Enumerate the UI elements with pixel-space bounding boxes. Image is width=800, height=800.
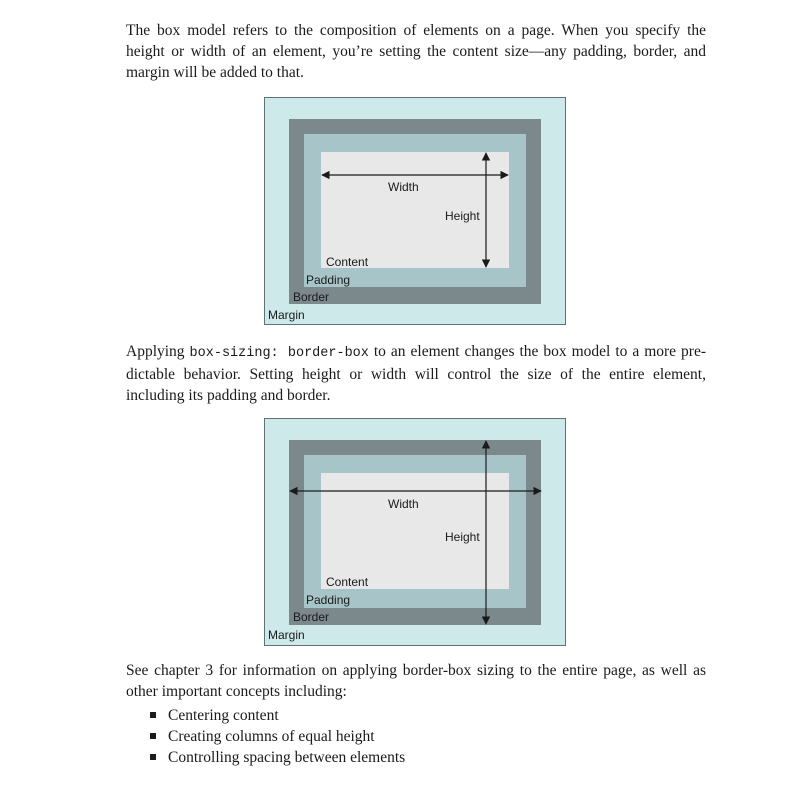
padding-label: Padding (306, 273, 351, 287)
list-item: Creating columns of equal height (150, 726, 405, 747)
bullet-square-icon (150, 712, 156, 718)
box-sizing-code: box-sizing: border-box (189, 346, 369, 361)
list-item: Controlling spacing between elements (150, 747, 405, 768)
list-item: Centering content (150, 705, 405, 726)
border-label: Border (293, 290, 330, 304)
bullet-square-icon (150, 733, 156, 739)
height-label: Height (445, 530, 480, 544)
margin-label: Margin (268, 308, 305, 322)
intro-paragraph (126, 20, 706, 83)
intro-line-2: height or width of an element, you’re setting the content size—any padding, border, and (126, 43, 706, 60)
intro-line-3: margin will be added to that. (126, 64, 304, 81)
box-sizing-paragraph (126, 341, 706, 406)
bullet-square-icon (150, 754, 156, 760)
border-box-diagram (264, 418, 566, 646)
chapter-reference-paragraph (126, 660, 706, 702)
chapter-reference-line-1: See chapter 3 for information on applying border-box sizing to the entire page, as well as (126, 662, 706, 679)
width-label: Width (388, 180, 419, 194)
concepts-list (150, 705, 405, 768)
box-sizing-line-1: Applying box-sizing: border-box to an element changes the box model to a more pre- (126, 343, 706, 361)
content-label: Content (326, 255, 369, 269)
box-sizing-line-3: including its padding and border. (126, 387, 331, 404)
content-label: Content (326, 575, 369, 589)
padding-label: Padding (306, 593, 351, 607)
chapter-reference-line-2: other important concepts including: (126, 683, 347, 700)
intro-line-1: The box model refers to the composition of elements on a page. When you specify the (126, 22, 706, 39)
width-label: Width (388, 497, 419, 511)
box-sizing-line-2: dictable behavior. Setting height or width will control the size of the entire element, (126, 366, 706, 383)
content-box-diagram (264, 97, 566, 325)
margin-label: Margin (268, 628, 305, 642)
height-label: Height (445, 209, 480, 223)
border-label: Border (293, 610, 330, 624)
